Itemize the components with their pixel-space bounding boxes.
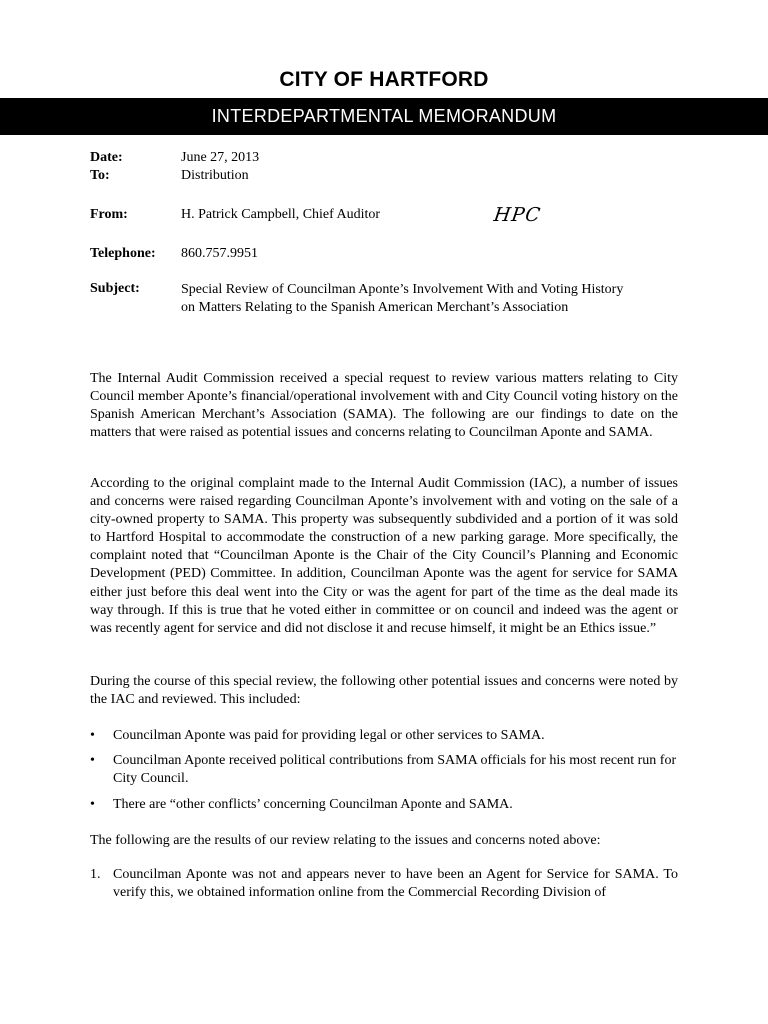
date-label: Date: xyxy=(90,150,123,165)
to-label: To: xyxy=(90,168,110,183)
from-label: From: xyxy=(90,207,128,222)
numbered-item-text: Councilman Aponte was not and appears never to have been an Agent for Service for SAMA. To verify this, we obtained information online from the Commercial Recording Division of xyxy=(113,867,678,901)
list-item-text: There are “other conflicts’ concerning Councilman Aponte and SAMA. xyxy=(113,797,513,812)
list-item-text: Councilman Aponte received political contributions from SAMA officials for his most recent run for City Council. xyxy=(113,753,677,787)
from-value: H. Patrick Campbell, Chief Auditor xyxy=(181,207,381,222)
subject-label: Subject: xyxy=(90,281,140,296)
bullet-marker: • xyxy=(90,753,95,768)
bullet-marker: • xyxy=(90,728,95,743)
memo-banner xyxy=(0,98,768,135)
telephone-value: 860.757.9951 xyxy=(181,246,258,261)
paragraph-review: During the course of this special review, the following other potential issues and concerns were noted by the IAC and reviewed. This included: xyxy=(90,674,678,708)
item-number: 1. xyxy=(90,867,101,882)
subject-line-2: on Matters Relating to the Spanish American Merchant’s Association xyxy=(181,300,569,315)
paragraph-results: The following are the results of our review relating to the issues and concerns noted above: xyxy=(90,833,601,848)
date-value: June 27, 2013 xyxy=(181,150,260,165)
paragraph-complaint: According to the original complaint made to the Internal Audit Commission (IAC), a number of issues and concerns were raised regarding Councilman Aponte’s involvement with and voting on the sale of a city-owned property to SAMA. This property was subsequently subdivided and a portion of it was sold to Hartford Hospital to accommodate the construction of a new parking garage. More specifically, the complaint noted that “Councilman Aponte is the Chair of the City Council’s Planning and Economic Development (PED) Committee. In addition, Councilman Aponte was the agent for service for SAMA either just before this deal went into the City or was the agent for part of the time as the deal made its way through. If this is true that he voted either in committee or on council and indeed was the agent or was recently agent for service and did not disclose it and recuse himself, it might be an Ethics issue.” xyxy=(90,476,678,636)
paragraph-intro: The Internal Audit Commission received a special request to review various matters relating to City Council member Aponte’s financial/operational involvement with and City Council voting history on the Spanish American Merchant’s Association (SAMA). The following are our findings to date on the matters that were raised as potential issues and concerns relating to Councilman Aponte and SAMA. xyxy=(90,371,678,441)
bullet-marker: • xyxy=(90,797,95,812)
subject-value xyxy=(181,281,681,317)
author-initials-signature: HPC xyxy=(492,204,543,226)
to-value: Distribution xyxy=(181,168,249,183)
list-item-text: Councilman Aponte was paid for providing legal or other services to SAMA. xyxy=(113,728,545,743)
subject-line-1: Special Review of Councilman Aponte’s Involvement With and Voting History xyxy=(181,282,624,297)
telephone-label: Telephone: xyxy=(90,246,156,261)
city-title: CITY OF HARTFORD xyxy=(279,68,489,91)
banner-title: INTERDEPARTMENTAL MEMORANDUM xyxy=(211,106,557,126)
